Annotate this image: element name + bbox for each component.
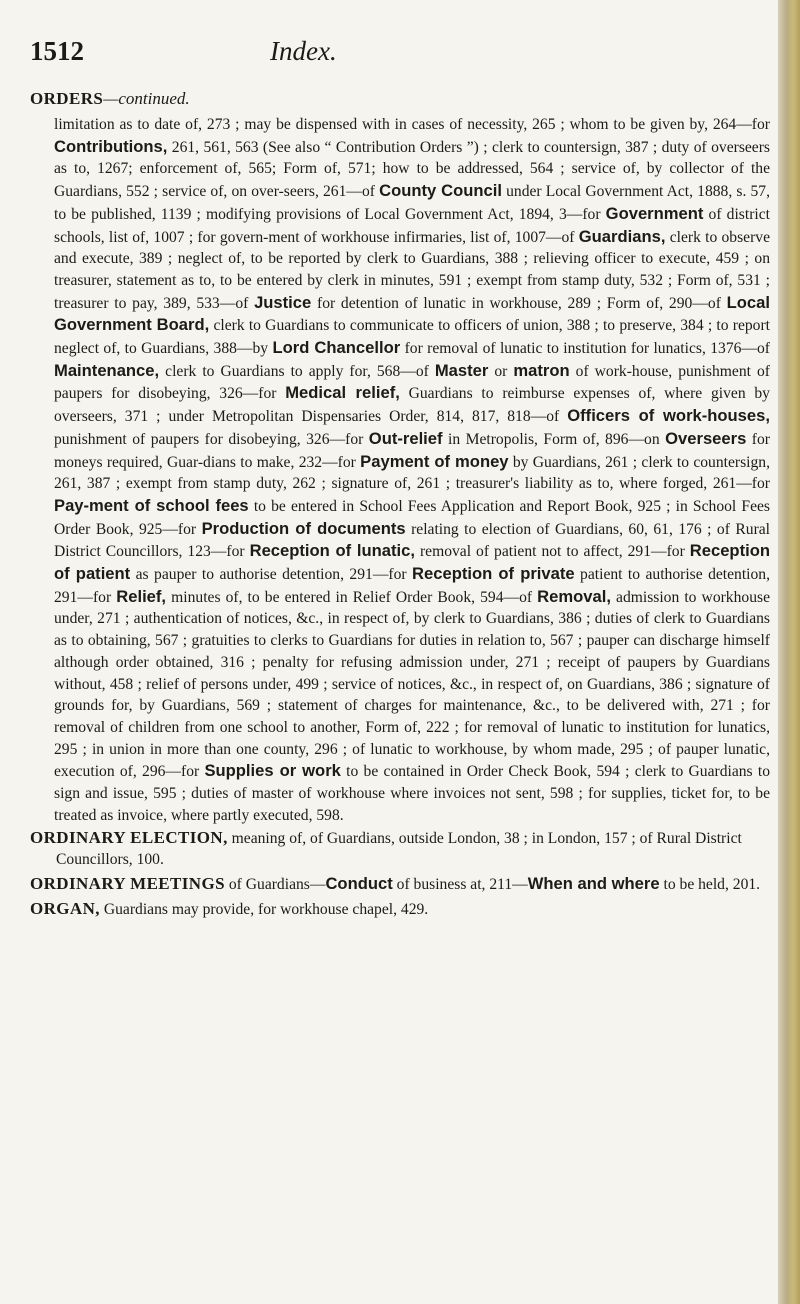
index-keyword: Production of documents bbox=[201, 518, 406, 538]
index-text: Guardians to reimburse expenses of, where given by overseers, 371 ; under Metropolitan Dispensaries Order, 814, 817, 818—of bbox=[54, 385, 770, 426]
index-text: or bbox=[488, 362, 514, 380]
index-keyword: Reception of patient bbox=[54, 541, 770, 584]
orders-headword: ORDERS bbox=[30, 89, 104, 108]
index-keyword: Officers of work-houses, bbox=[567, 406, 770, 426]
index-text: patient to authorise detention, 291—for bbox=[54, 566, 771, 606]
entry-headword: ORDINARY MEETINGS bbox=[30, 873, 225, 893]
index-keyword: Conduct bbox=[325, 873, 393, 893]
index-text: to be held, 201. bbox=[659, 875, 761, 893]
entry-headword: ORDINARY ELECTION, bbox=[30, 827, 228, 847]
index-keyword: Lord Chancellor bbox=[272, 338, 401, 358]
page-header bbox=[30, 36, 590, 76]
orders-heading bbox=[30, 88, 770, 110]
index-text: clerk to observe and execute, 389 ; neglect of, to be reported by clerk to Guardians, 388 ; relieving officer to execute, 459 ; on treasurer, statement as to, to be entered by clerk in minutes, 591 ; exempt from stamp duty, 532 ; Form of, 531 ; treasurer to pay, 389, 533—of bbox=[54, 228, 771, 312]
index-entry-organ bbox=[30, 898, 770, 921]
index-keyword: Maintenance, bbox=[54, 360, 160, 380]
index-text: under Local Government Act, 1888, s. 57, to be published, 1139 ; modifying provisions of Local Government Act, 1894, 3—for bbox=[54, 183, 770, 223]
index-entry-ordinary-meetings bbox=[30, 873, 770, 896]
index-text: as pauper to authorise detention, 291—for bbox=[130, 566, 413, 584]
index-text: clerk to Guardians to apply for, 568—of bbox=[159, 362, 435, 380]
index-keyword: Supplies or work bbox=[204, 761, 341, 781]
index-text: of district schools, list of, 1007 ; for govern-ment of workhouse infirmaries, list of, 1007—of bbox=[54, 205, 770, 246]
index-keyword: Justice bbox=[254, 292, 312, 312]
index-keyword: Payment of money bbox=[360, 451, 509, 471]
index-text: by Guardians, 261 ; clerk to countersign, 261, 387 ; exempt from stamp duty, 262 ; signature of, 261 ; treasurer's liability as to, where forged, 261—for bbox=[54, 453, 770, 493]
index-text: minutes of, to be entered in Relief Order Book, 594—of bbox=[166, 588, 538, 606]
orders-entry-text bbox=[54, 114, 770, 827]
index-keyword: Guardians, bbox=[578, 226, 666, 246]
index-text: to be entered in School Fees Application and Report Book, 925 ; in School Fees Order Book, 925—for bbox=[54, 497, 770, 538]
index-keyword: matron bbox=[513, 360, 570, 380]
continued-label: —continued. bbox=[103, 89, 190, 108]
index-text: relating to election of Guardians, 60, 61, 176 ; of Rural District Councillors, 123—for bbox=[54, 520, 771, 561]
index-keyword: Relief, bbox=[116, 586, 167, 606]
index-text: Guardians may provide, for workhouse chapel, 429. bbox=[103, 900, 429, 918]
index-keyword: Local Government Board, bbox=[54, 292, 770, 335]
index-body bbox=[30, 88, 770, 922]
index-entry-ordinary-election bbox=[30, 827, 770, 871]
index-text: admission to workhouse under, 271 ; authentication of notices, &c., in respect of, by clerk to Guardians, 386 ; duties of clerk to Guardians as to obtaining, 567 ; gratuities to clerks to Guardians for duties in relation to, 567 ; pauper can discharge himself although order obtained, 316 ; penalty for refusing admission under, 271 ; receipt of paupers by Guardians without, 458 ; relief of persons under, 499 ; service of notices, &c., in respect of, on Guardians, 386 ; signature of grounds for, by Guardians, 569 ; statement of charges for maintenance, &c., to be delivered with, 271 ; for removal of children from one school to another, Form of, 222 ; for removal of lunatic to institution for lunatics, 295 ; in union in more than one county, 296 ; of lunatic to workhouse, by whom made, 295 ; of pauper lunatic, execution of, 296—for bbox=[54, 588, 770, 781]
index-text: for moneys required, Guar-dians to make, 232—for bbox=[54, 430, 770, 471]
index-text: of Guardians— bbox=[228, 875, 326, 893]
index-keyword: Overseers bbox=[665, 428, 747, 448]
index-keyword: Removal, bbox=[537, 586, 611, 606]
index-keyword: County Council bbox=[379, 181, 502, 201]
index-keyword: Medical relief, bbox=[285, 383, 400, 403]
index-text: for removal of lunatic to institution for lunatics, 1376—of bbox=[400, 340, 770, 358]
index-keyword: Reception of lunatic, bbox=[249, 541, 415, 561]
index-keyword: Contributions, bbox=[54, 136, 168, 156]
index-text: for detention of lunatic in workhouse, 289 ; Form of, 290—of bbox=[311, 294, 727, 312]
index-keyword: Pay-ment of school fees bbox=[54, 495, 249, 515]
index-keyword: Out-relief bbox=[368, 428, 443, 448]
index-keyword: Government bbox=[605, 203, 704, 223]
entry-headword: ORGAN, bbox=[30, 898, 100, 918]
index-text: of work-house, punishment of paupers for disobeying, 326—for bbox=[54, 362, 770, 403]
index-text: 261, 561, 563 (See also “ Contribution Orders ”) ; clerk to countersign, 387 ; duty of overseers as to, 1267; enforcement of, 565; Form of, 571; how to be addressed, 564 ; service of, by collector of the Guardians, 552 ; service of, on over-seers, 261—of bbox=[54, 138, 770, 201]
index-text: punishment of paupers for disobeying, 326—for bbox=[54, 430, 369, 448]
index-keyword: When and where bbox=[527, 873, 660, 893]
index-text: removal of patient not to affect, 291—for bbox=[414, 543, 690, 561]
index-keyword: Master bbox=[434, 360, 489, 380]
page-number: 1512 bbox=[30, 36, 84, 66]
book-edge bbox=[778, 0, 800, 1304]
index-text: in Metropolis, Form of, 896—on bbox=[442, 430, 666, 448]
index-keyword: Reception of private bbox=[412, 564, 575, 584]
index-text: limitation as to date of, 273 ; may be dispensed with in cases of necessity, 265 ; whom to be given by, 264—for bbox=[54, 116, 770, 133]
index-text: to be contained in Order Check Book, 594 ; clerk to Guardians to sign and issue, 595 ; duties of master of workhouse where invoices not sent, 598 ; for supplies, ticket for, to be treated as invoice, where partly executed, 598. bbox=[54, 763, 770, 824]
index-text: clerk to Guardians to communicate to officers of union, 388 ; to preserve, 384 ; to report neglect of, to Guardians, 388—by bbox=[54, 317, 771, 358]
index-text: of business at, 211— bbox=[392, 875, 528, 893]
index-text: meaning of, of Guardians, outside London, 38 ; in London, 157 ; of Rural District Councillors, 100. bbox=[56, 829, 742, 869]
running-title: Index. bbox=[270, 36, 337, 66]
